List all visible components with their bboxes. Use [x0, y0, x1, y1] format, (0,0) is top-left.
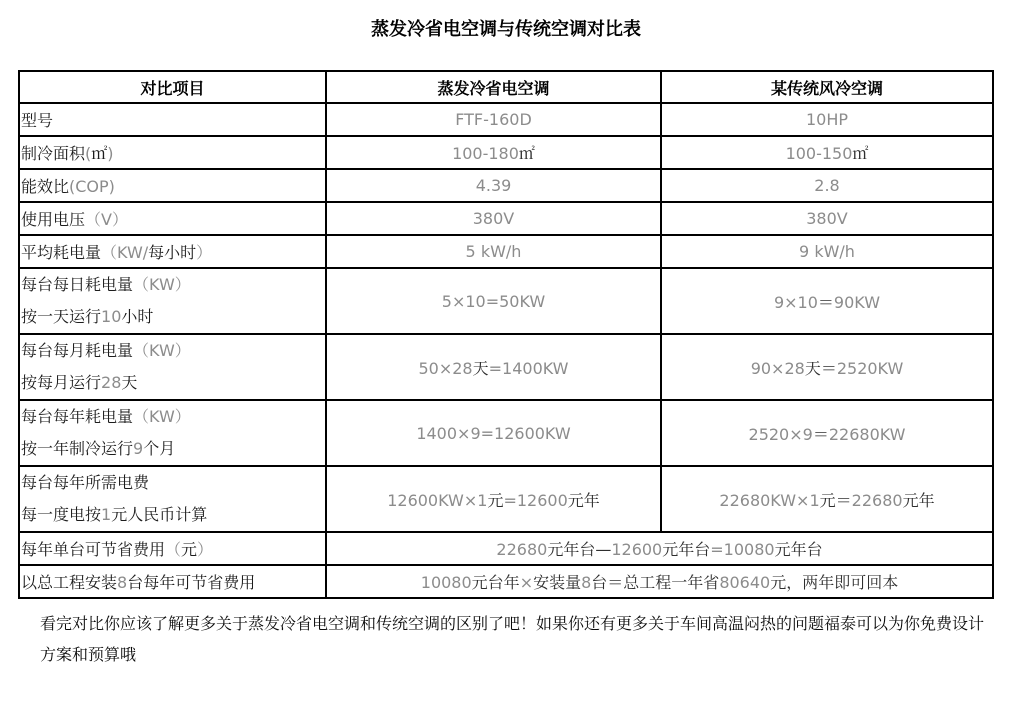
page-title: 蒸发冷省电空调与传统空调对比表: [371, 19, 641, 40]
table-row: [19, 169, 993, 202]
value-cell: 100-150㎡: [661, 136, 993, 169]
value-cell: 380V: [661, 202, 993, 235]
value-cell: 10HP: [661, 103, 993, 136]
value-cell: 9 kW/h: [661, 235, 993, 268]
value-cell: 9×10＝90KW: [661, 268, 993, 334]
table-row: [19, 235, 993, 268]
row-label-avg-power: 平均耗电量（KW/每小时）: [19, 235, 326, 268]
row-label-project-saving: 以总工程安装8台每年可节省费用: [19, 565, 326, 598]
row-label-line1: 每台每年耗电量（KW）: [21, 407, 191, 426]
row-label-model: 型号: [19, 103, 326, 136]
table-row: [19, 103, 993, 136]
table-row: [19, 466, 993, 532]
row-label-cooling-area: 制冷面积(㎡): [19, 136, 326, 169]
value-cell-span: 22680元年台—12600元年台=10080元年台: [326, 532, 993, 565]
row-label-yearly-power: [19, 400, 326, 466]
value-cell: 90×28天＝2520KW: [661, 334, 993, 400]
value-cell: 12600KW×1元=12600元年: [326, 466, 661, 532]
row-label-line2: 按一天运行10小时: [21, 307, 154, 326]
value-cell: 5 kW/h: [326, 235, 661, 268]
comparison-table: [18, 70, 994, 599]
value-cell: 5×10=50KW: [326, 268, 661, 334]
header-compare-item: 对比项目: [19, 71, 326, 103]
value-cell: 50×28天=1400KW: [326, 334, 661, 400]
value-cell: 2520×9＝22680KW: [661, 400, 993, 466]
header-traditional-ac: 某传统风冷空调: [661, 71, 993, 103]
row-label-daily-power: [19, 268, 326, 334]
row-label-yearly-cost: [19, 466, 326, 532]
row-label-line2: 按一年制冷运行9个月: [21, 439, 176, 458]
row-label-line1: 每台每日耗电量（KW）: [21, 275, 191, 294]
row-label-monthly-power: [19, 334, 326, 400]
table-row: [19, 565, 993, 598]
value-cell: FTF-160D: [326, 103, 661, 136]
table-row: [19, 334, 993, 400]
value-cell: 380V: [326, 202, 661, 235]
value-cell-span: 10080元台年×安装量8台＝总工程一年省80640元，两年即可回本: [326, 565, 993, 598]
row-label-line2: 每一度电按1元人民币计算: [21, 505, 208, 524]
table-header-row: [19, 71, 993, 103]
row-label-line1: 每台每月耗电量（KW）: [21, 341, 191, 360]
row-label-cop: 能效比(COP): [19, 169, 326, 202]
row-label-line2: 按每月运行28天: [21, 373, 138, 392]
page: [0, 15, 1012, 670]
value-cell: 4.39: [326, 169, 661, 202]
table-row: [19, 202, 993, 235]
value-cell: 100-180㎡: [326, 136, 661, 169]
value-cell: 2.8: [661, 169, 993, 202]
row-label-line1: 每台每年所需电费: [21, 473, 150, 492]
header-evaporative-ac: 蒸发冷省电空调: [326, 71, 661, 103]
row-label-voltage: 使用电压（V）: [19, 202, 326, 235]
row-label-yearly-saving: 每年单台可节省费用（元）: [19, 532, 326, 565]
table-row: [19, 268, 993, 334]
value-cell: 22680KW×1元＝22680元年: [661, 466, 993, 532]
table-row: [19, 532, 993, 565]
footer-note: 看完对比你应该了解更多关于蒸发冷省电空调和传统空调的区别了吧！如果你还有更多关于车间高温闷热的问题福泰可以为你免费设计方案和预算哦: [40, 614, 985, 664]
table-row: [19, 400, 993, 466]
table-row: [19, 136, 993, 169]
value-cell: 1400×9=12600KW: [326, 400, 661, 466]
